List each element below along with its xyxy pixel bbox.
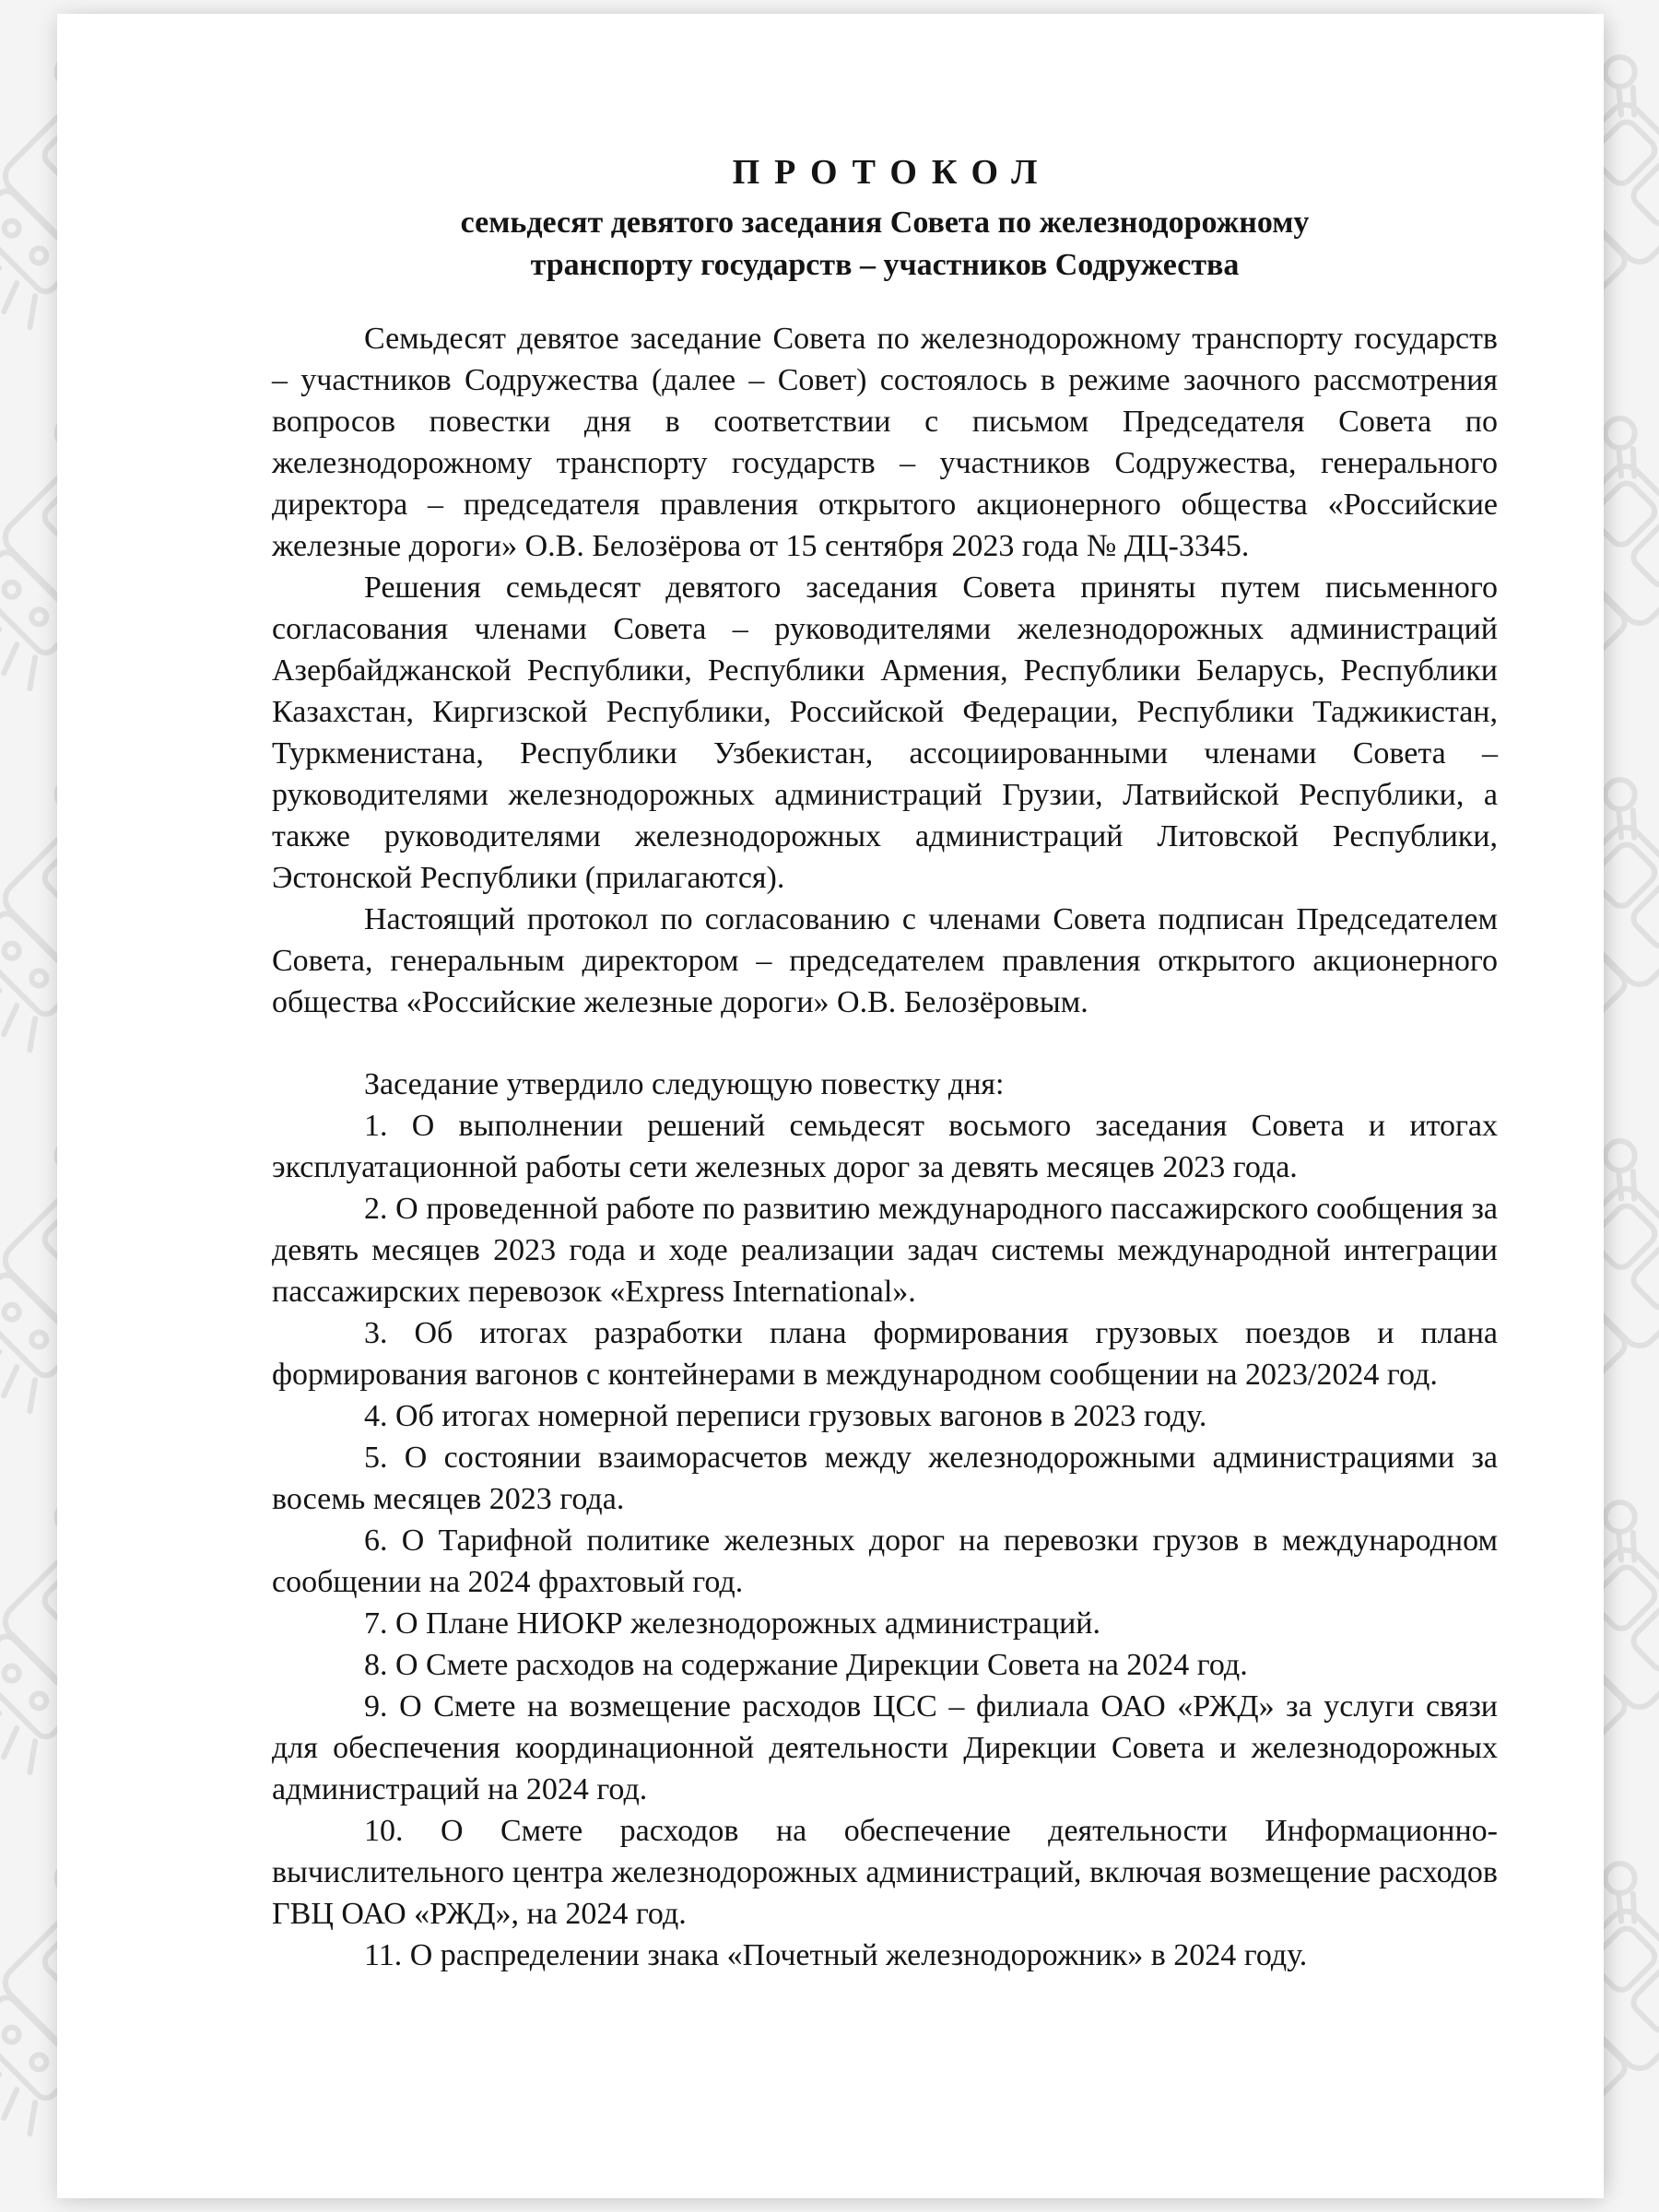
agenda-item-4: 4. Об итогах номерной переписи грузовых вагонов в 2023 году. xyxy=(364,1399,1207,1433)
agenda-item-11: 11. О распределении знака «Почетный железнодорожник» в 2024 году. xyxy=(364,1938,1308,1972)
document-content xyxy=(57,14,1604,1976)
document-subtitle-line1: семьдесят девятого заседания Совета по железнодорожному xyxy=(460,206,1310,240)
document-body xyxy=(272,318,1498,1976)
agenda-item-10: 10. О Смете расходов на обеспечение деятельности Информационно-вычислительного центра железнодорожных администраций, включая возмещение расходов ГВЦ ОАО «РЖД», на 2024 год. xyxy=(272,1814,1498,1931)
document-subtitle xyxy=(272,202,1498,287)
agenda-item-3: 3. Об итогах разработки плана формирования грузовых поездов и плана формирования вагонов с контейнерами в международном сообщении на 2023/2024 год. xyxy=(272,1316,1498,1392)
agenda-item-8: 8. О Смете расходов на содержание Дирекции Совета на 2024 год. xyxy=(364,1648,1248,1682)
agenda-item-9: 9. О Смете на возмещение расходов ЦСС – филиала ОАО «РЖД» за услуги связи для обеспечения координационной деятельности Дирекции Совета и железнодорожных администраций на 2024 год. xyxy=(272,1689,1498,1806)
agenda-item-7: 7. О Плане НИОКР железнодорожных администраций. xyxy=(364,1606,1100,1641)
document-page xyxy=(57,14,1604,2198)
agenda-item-1: 1. О выполнении решений семьдесят восьмого заседания Совета и итогах эксплуатационной работы сети железных дорог за девять месяцев 2023 года. xyxy=(272,1109,1498,1184)
agenda-item-6: 6. О Тарифной политике железных дорог на перевозки грузов в международном сообщении на 2024 фрахтовый год. xyxy=(272,1524,1498,1599)
paragraph-decisions: Решения семьдесят девятого заседания Совета приняты путем письменного согласования членами Совета – руководителями железнодорожных администраций Азербайджанской Республики, Республики Армения, Республики Беларусь, Республики Казахстан, Киргизской Республики, Российской Федерации, Республики Таджикистан, Туркменистана, Республики Узбекистан, ассоциированными членами Совета – руководителями железнодорожных администраций Грузии, Латвийской Республики, а также руководителями железнодорожных администраций Литовской Республики, Эстонской Республики (прилагаются). xyxy=(272,571,1498,895)
agenda-item-5: 5. О состоянии взаиморасчетов между железнодорожными администрациями за восемь месяцев 2023 года. xyxy=(272,1441,1498,1516)
document-title: ПРОТОКОЛ xyxy=(732,153,1053,192)
paragraph-opening: Семьдесят девятое заседание Совета по железнодорожному транспорту государств – участников Содружества (далее – Совет) состоялось в режиме заочного рассмотрения вопросов повестки дня в соответствии с письмом Председателя Совета по железнодорожному транспорту государств – участников Содружества, генерального директора – председателя правления открытого акционерного общества «Российские железные дороги» О.В. Белозёрова от 15 сентября 2023 года № ДЦ-3345. xyxy=(272,322,1498,563)
paragraph-signing: Настоящий протокол по согласованию с членами Совета подписан Председателем Совета, генеральным директором – председателем правления открытого акционерного общества «Российские железные дороги» О.В. Белозёровым. xyxy=(272,902,1498,1019)
agenda-intro: Заседание утвердило следующую повестку дня: xyxy=(364,1067,1005,1101)
agenda-item-2: 2. О проведенной работе по развитию международного пассажирского сообщения за девять месяцев 2023 года и ходе реализации задач системы международной интеграции пассажирских перевозок «Express International». xyxy=(272,1192,1498,1309)
document-subtitle-line2: транспорту государств – участников Содружества xyxy=(530,248,1240,282)
